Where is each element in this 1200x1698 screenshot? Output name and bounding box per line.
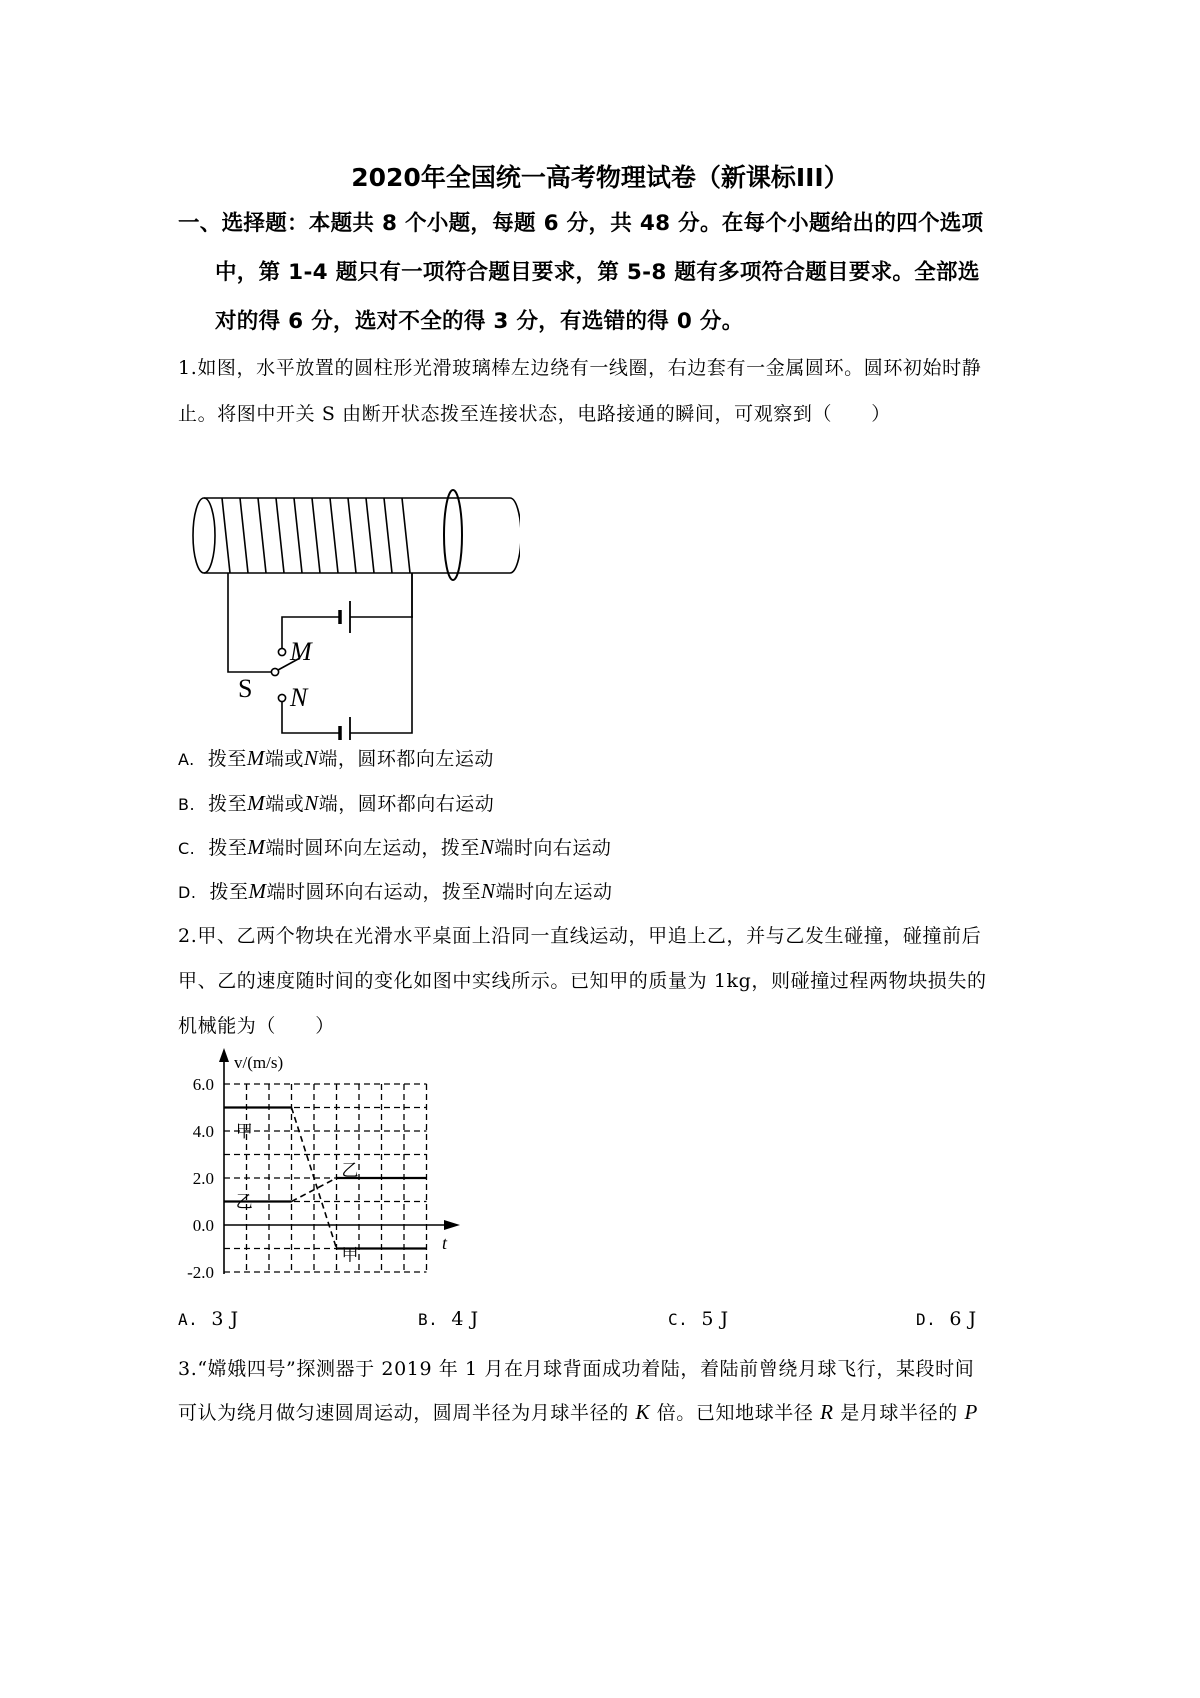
terminal-n	[278, 694, 285, 701]
q2-option-d[interactable]: D. 6 J	[916, 1308, 977, 1330]
x-axis-label: t	[442, 1233, 448, 1253]
y-axis-arrow	[219, 1048, 229, 1062]
rod-right-end	[510, 498, 520, 573]
series-label: 乙	[235, 1192, 253, 1212]
q1-option-b[interactable]: B. 拨至M端或N端，圆环都向右运动	[178, 791, 495, 815]
terminal-m	[278, 648, 285, 655]
q3-stem-line-2: 可认为绕月做匀速圆周运动，圆周半径为月球半径的 K 倍。已知地球半径 R 是月球半径的 P	[178, 1400, 978, 1424]
x-axis-arrow	[444, 1220, 460, 1230]
coil-ring-circuit-figure	[190, 460, 520, 740]
rod-left-end	[193, 498, 215, 573]
q1-option-c[interactable]: C. 拨至M端时圆环向左运动，拨至N端时向右运动	[178, 835, 612, 859]
q2-option-c[interactable]: C. 5 J	[668, 1308, 729, 1330]
q3-stem-line-1: 3.“嫦娥四号”探测器于 2019 年 1 月在月球背面成功着陆，着陆前曾绕月球飞行，某段时间	[178, 1358, 975, 1380]
q1-option-d[interactable]: D. 拨至M端时圆环向右运动，拨至N端时向左运动	[178, 879, 613, 903]
q2-option-a[interactable]: A. 3 J	[178, 1308, 239, 1330]
chart-y-ticks	[187, 1075, 214, 1282]
wire-right-bottom	[350, 687, 412, 733]
section-line-2: 中，第 1-4 题只有一项符合题目要求，第 5-8 题有多项符合题目要求。全部选	[215, 260, 980, 285]
switch-pivot	[271, 668, 278, 675]
page-title: 2020年全国统一高考物理试卷（新课标III）	[351, 163, 849, 192]
y-tick-label: 4.0	[192, 1122, 214, 1141]
y-axis-label: v/(m/s)	[234, 1053, 284, 1072]
section-line-3: 对的得 6 分，选对不全的得 3 分，有选错的得 0 分。	[215, 309, 744, 334]
velocity-time-chart	[170, 1040, 510, 1295]
wire-left	[228, 573, 272, 672]
series-label: 乙	[341, 1161, 359, 1180]
q1-stem-line-1: 1.如图，水平放置的圆柱形光滑玻璃棒左边绕有一线圈，右边套有一金属圆环。圆环初始时静	[178, 357, 982, 379]
coil-windings	[222, 498, 410, 573]
chart-series-labels	[236, 1122, 359, 1265]
series-label: 甲	[341, 1245, 359, 1265]
chart-axes	[219, 1048, 460, 1274]
label-m: M	[290, 637, 312, 666]
label-n: N	[290, 683, 308, 712]
y-tick-label: 6.0	[192, 1075, 214, 1094]
series-label: 甲	[235, 1122, 253, 1141]
metal-ring	[444, 490, 462, 580]
section-line-1: 一、选择题：本题共 8 个小题，每题 6 分，共 48 分。在每个小题给出的四个选项	[178, 211, 984, 236]
q2-stem-line-2: 甲、乙的速度随时间的变化如图中实线所示。已知甲的质量为 1kg，则碰撞过程两物块损失的	[178, 970, 987, 992]
label-s: S	[238, 674, 253, 703]
q2-stem-line-1: 2.甲、乙两个物块在光滑水平桌面上沿同一直线运动，甲追上乙，并与乙发生碰撞，碰撞前后	[178, 925, 982, 947]
q2-option-b[interactable]: B. 4 J	[418, 1308, 479, 1330]
q2-stem-line-3: 机械能为（ ）	[178, 1015, 335, 1037]
y-tick-label: 0.0	[192, 1216, 214, 1235]
y-tick-label: -2.0	[187, 1263, 214, 1282]
q1-stem-line-2: 止。将图中开关 S 由断开状态拨至连接状态，电路接通的瞬间，可观察到（ ）	[178, 403, 891, 425]
q1-option-a[interactable]: A. 拨至M端或N端，圆环都向左运动	[178, 746, 494, 770]
y-tick-label: 2.0	[192, 1169, 214, 1188]
